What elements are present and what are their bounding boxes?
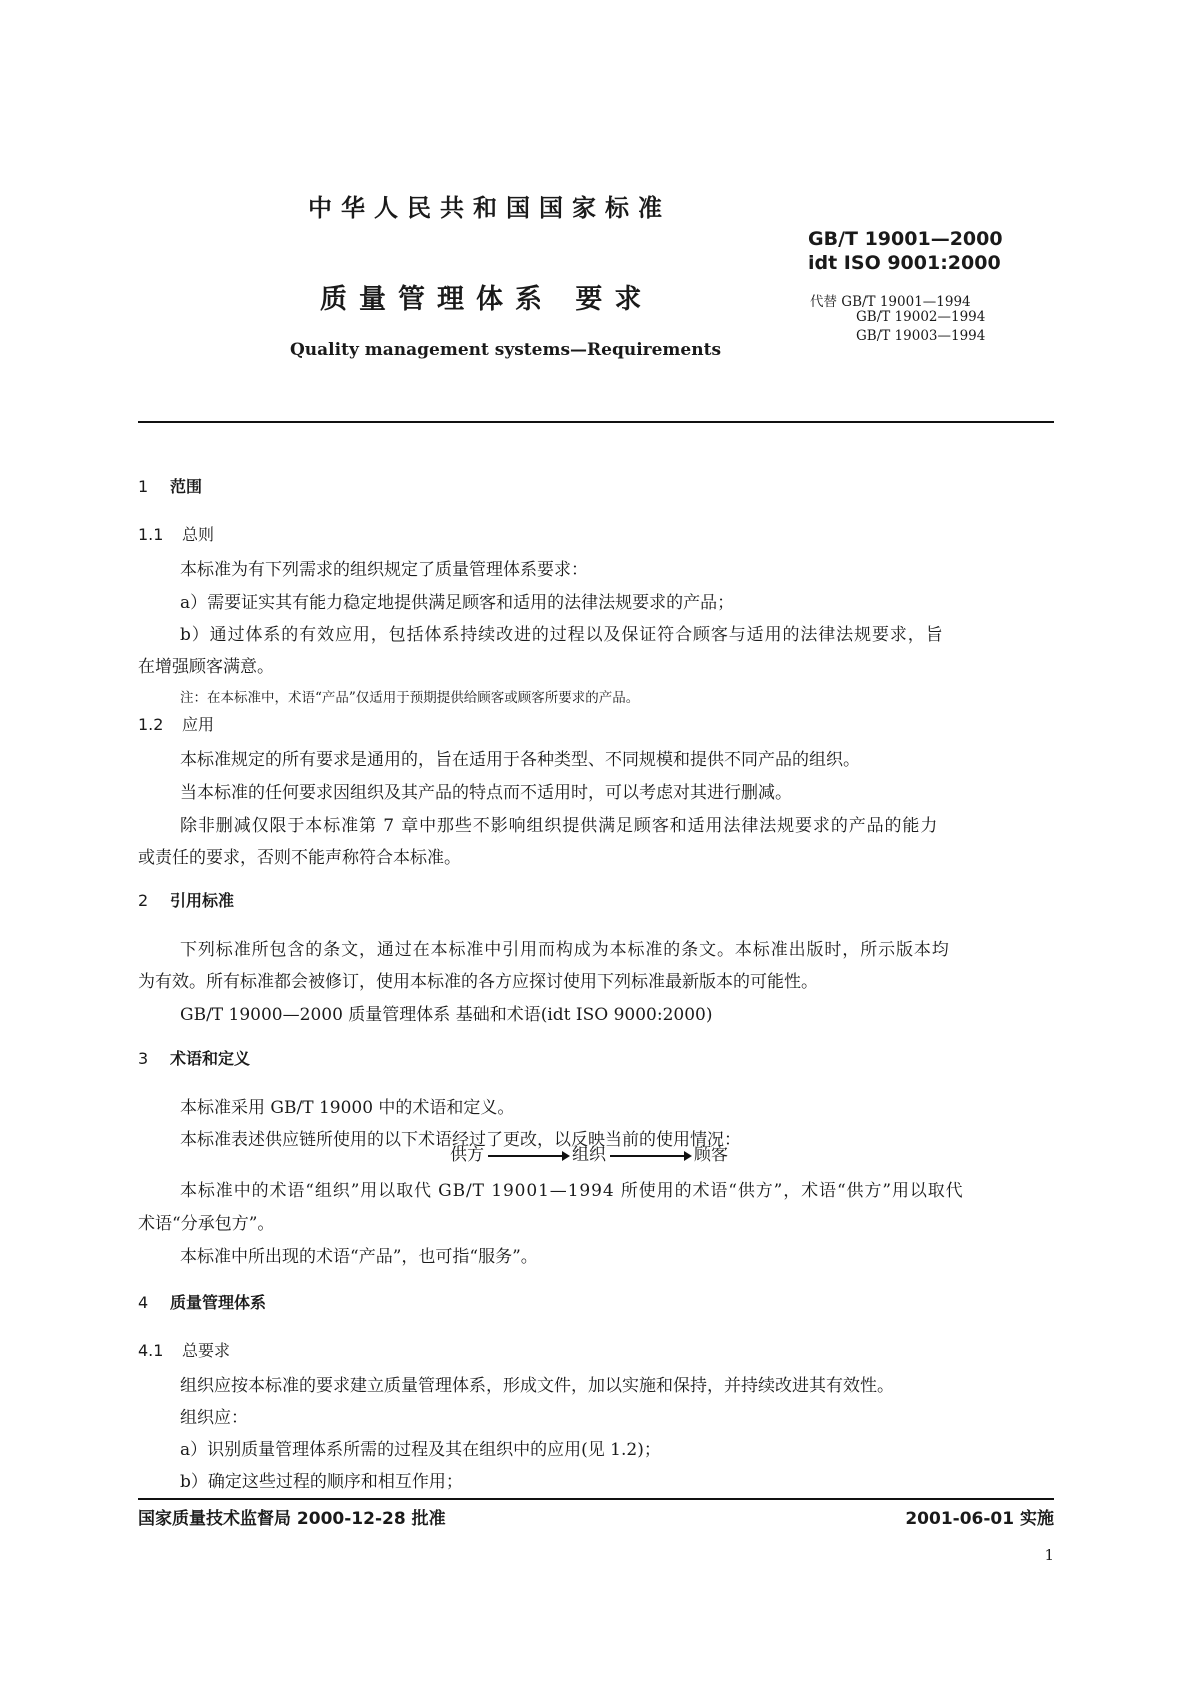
section-3-heading — [138, 1046, 250, 1069]
paragraph: 组织应： — [180, 1408, 248, 1428]
header-divider — [138, 421, 1054, 423]
clause-4-1-heading — [138, 1338, 230, 1361]
arrow-right-icon — [610, 1155, 690, 1157]
clause-title: 应用 — [182, 715, 215, 734]
standard-code — [808, 228, 1003, 250]
flow-supplier: 供方 — [450, 1145, 484, 1165]
idt-code — [808, 252, 1001, 274]
effective-date: 2001-06-01 实施 — [905, 1509, 1054, 1529]
document-title-en: Quality management systems—Requirements — [290, 340, 722, 360]
paragraph: 当本标准的任何要求因组织及其产品的特点而不适用时，可以考虑对其进行删减。 — [180, 783, 792, 803]
list-item-b-cont: 在增强顾客满意。 — [138, 657, 274, 677]
paragraph: 本标准中所出现的术语“产品”，也可指“服务”。 — [180, 1247, 538, 1267]
clause-1-1-heading — [138, 522, 214, 545]
section-2-heading — [138, 888, 234, 911]
note: 注：在本标准中，术语“产品”仅适用于预期提供给顾客或顾客所要求的产品。 — [180, 690, 640, 706]
flow-customer: 顾客 — [694, 1145, 728, 1165]
replaces-code-1: GB/T 19001—1994 — [841, 294, 971, 310]
replaces-label: 代替 — [810, 294, 837, 310]
section-title: 术语和定义 — [170, 1049, 251, 1068]
section-title: 质量管理体系 — [170, 1293, 267, 1312]
section-number: 1 — [138, 477, 149, 496]
section-1-heading — [138, 474, 202, 497]
paragraph: 下列标准所包含的条文，通过在本标准中引用而构成为本标准的条文。本标准出版时，所示版本均 — [180, 940, 950, 960]
supply-chain-flow — [450, 1140, 728, 1165]
paragraph-cont: 术语“分承包方”。 — [138, 1214, 275, 1234]
clause-1-2-heading — [138, 712, 214, 735]
replaces-code-3: GB/T 19003—1994 — [856, 328, 986, 344]
section-number: 3 — [138, 1049, 149, 1068]
page-number: 1 — [1044, 1546, 1054, 1564]
paragraph-cont: 或责任的要求，否则不能声称符合本标准。 — [138, 848, 461, 868]
list-item-a: a）需要证实其有能力稳定地提供满足顾客和适用的法律法规要求的产品； — [180, 593, 735, 613]
replaces-line-1 — [810, 290, 971, 310]
reference-standard: GB/T 19000—2000 质量管理体系 基础和术语(idt ISO 9000:2000) — [180, 1005, 713, 1025]
list-item-b: b）通过体系的有效应用，包括体系持续改进的过程以及保证符合顾客与适用的法律法规要求，旨 — [180, 625, 944, 645]
footer-divider — [138, 1498, 1054, 1500]
paragraph: 本标准中的术语“组织”用以取代 GB/T 19001—1994 所使用的术语“供方”，术语“供方”用以取代 — [180, 1181, 964, 1201]
document-title-cn: 质量管理体系 要求 — [320, 284, 654, 315]
arrow-right-icon — [488, 1155, 568, 1157]
paragraph: 本标准为有下列需求的组织规定了质量管理体系要求： — [180, 560, 588, 580]
paragraph: 组织应按本标准的要求建立质量管理体系，形成文件，加以实施和保持，并持续改进其有效性。 — [180, 1376, 894, 1396]
section-title: 范围 — [170, 477, 203, 496]
clause-number: 4.1 — [138, 1341, 164, 1360]
list-item-a: a）识别质量管理体系所需的过程及其在组织中的应用(见 1.2)； — [180, 1440, 661, 1460]
section-number: 4 — [138, 1293, 149, 1312]
clause-title: 总要求 — [182, 1341, 231, 1360]
paragraph: 除非删减仅限于本标准第 7 章中那些不影响组织提供满足顾客和适用法律法规要求的产品的能力 — [180, 816, 939, 836]
paragraph: 本标准表述供应链所使用的以下术语经过了更改，以反映当前的使用情况： — [180, 1130, 741, 1150]
clause-title: 总则 — [182, 525, 215, 544]
paragraph-cont: 为有效。所有标准都会被修订，使用本标准的各方应探讨使用下列标准最新版本的可能性。 — [138, 972, 818, 992]
replaces-code-2: GB/T 19002—1994 — [856, 309, 986, 325]
idt-code-text: idt ISO 9001:2000 — [808, 252, 1001, 274]
national-standard-title: 中华人民共和国国家标准 — [308, 194, 671, 222]
clause-number: 1.2 — [138, 715, 164, 734]
section-number: 2 — [138, 891, 149, 910]
paragraph: 本标准规定的所有要求是通用的，旨在适用于各种类型、不同规模和提供不同产品的组织。 — [180, 750, 860, 770]
approval-line: 国家质量技术监督局 2000-12-28 批准 — [138, 1509, 446, 1529]
paragraph: 本标准采用 GB/T 19000 中的术语和定义。 — [180, 1098, 515, 1118]
list-item-b: b）确定这些过程的顺序和相互作用； — [180, 1472, 463, 1492]
section-4-heading — [138, 1290, 266, 1313]
flow-organization: 组织 — [572, 1145, 606, 1165]
standard-code-text: GB/T 19001—2000 — [808, 228, 1003, 250]
clause-number: 1.1 — [138, 525, 164, 544]
section-title: 引用标准 — [170, 891, 235, 910]
